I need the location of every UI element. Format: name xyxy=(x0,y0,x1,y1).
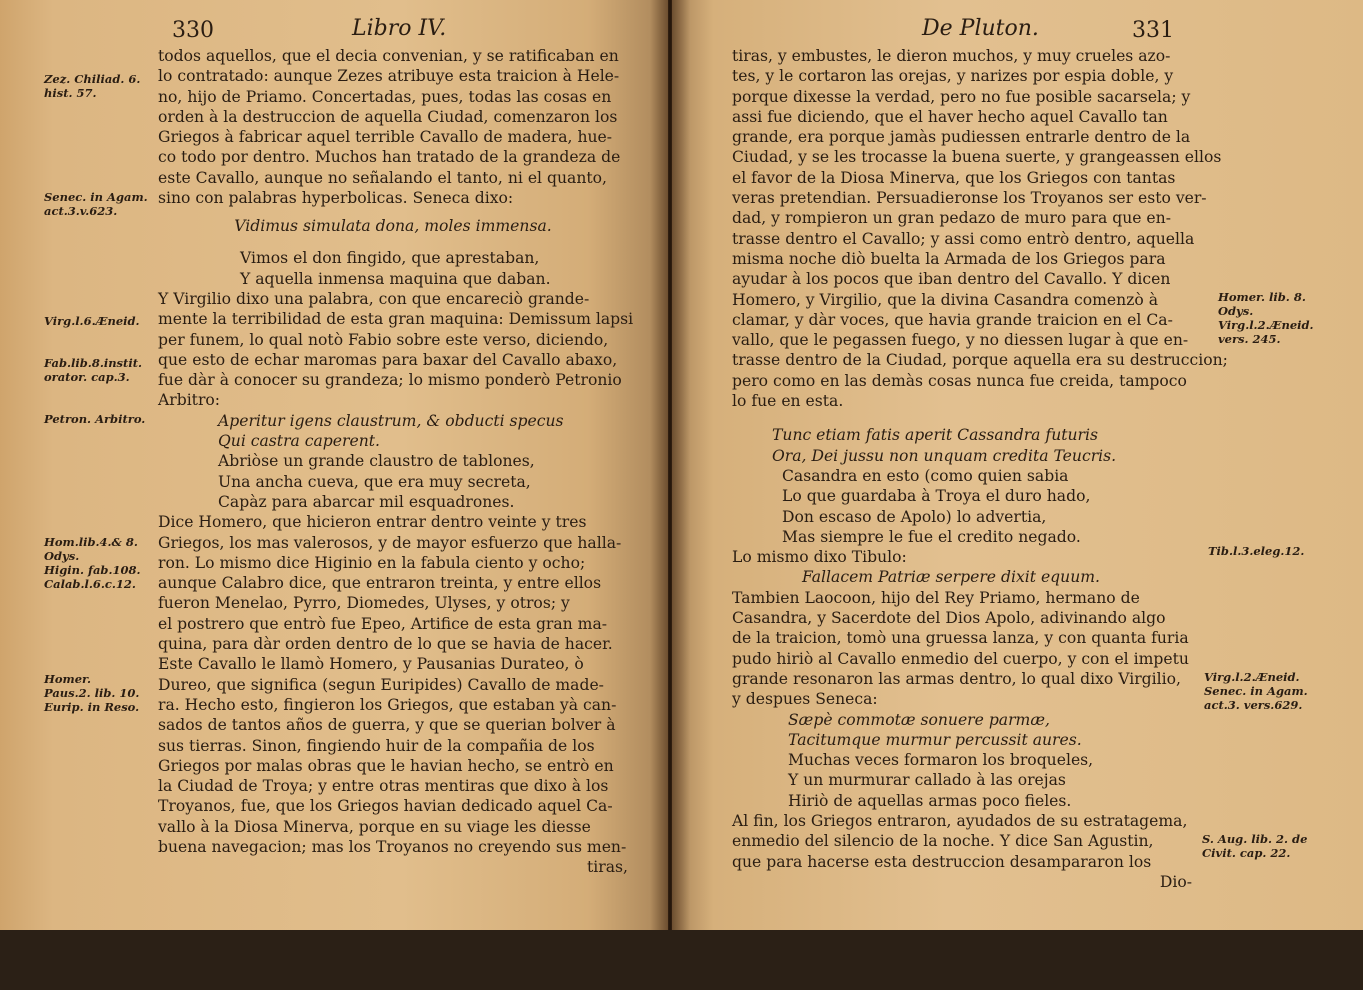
book-gutter xyxy=(650,0,690,935)
running-head: Libro IV. xyxy=(352,16,447,41)
text-line: Arbitro: xyxy=(158,391,221,410)
text-line: Virg.l.2.Æneid. xyxy=(1218,318,1314,332)
text-line: Al fin, los Griegos entraron, ayudados de su estratagema, xyxy=(732,811,1188,830)
text-line: ayudar à los pocos que iban dentro del Cavallo. Y dicen xyxy=(732,270,1171,289)
text-line: lo fue en esta. xyxy=(732,392,844,411)
text-line: Higin. fab.108. xyxy=(44,563,141,577)
text-line: Griegos por malas obras que le havian hecho, se entrò en xyxy=(158,756,614,775)
page-number: 330 xyxy=(172,18,214,43)
text-line: Civit. cap. 22. xyxy=(1202,846,1291,860)
text-line: Eurip. in Reso. xyxy=(44,700,140,714)
text-line: el postrero que entrò fue Epeo, Artifice de esta gran ma- xyxy=(158,614,608,633)
text-line: sino con palabras hyperbolicas. Seneca dixo: xyxy=(158,189,514,208)
text-line: Y aquella inmensa maquina que daban. xyxy=(240,269,551,288)
text-line: el favor de la Diosa Minerva, que los Griegos con tantas xyxy=(732,168,1176,187)
text-line: act.3. vers.629. xyxy=(1204,698,1303,712)
text-line: Griegos, los mas valerosos, y de mayor esfuerzo que halla- xyxy=(158,533,622,552)
text-line: todos aquellos, que el decia convenian, y se ratificaban en xyxy=(158,47,619,65)
text-line: de la traicion, tomò una gruessa lanza, y con quanta furia xyxy=(732,629,1189,648)
text-line: Ora, Dei jussu non unquam credita Teucris. xyxy=(772,446,1117,465)
text-line: porque dixesse la verdad, pero no fue posible sacarsela; y xyxy=(732,87,1191,106)
text-line: Odys. xyxy=(44,549,80,563)
text-line: dad, y rompieron un gran pedazo de muro para que en- xyxy=(732,209,1171,228)
margin-note xyxy=(44,535,140,591)
text-line: vallo à la Diosa Minerva, porque en su viage les diesse xyxy=(158,817,591,836)
text-line: Una ancha cueva, que era muy secreta, xyxy=(218,472,531,491)
text-line: quina, para dàr orden dentro de lo que se havia de hacer. xyxy=(158,635,613,654)
text-line: Vimos el don fingido, que aprestaban, xyxy=(240,249,540,268)
text-line: fueron Menelao, Pyrro, Diomedes, Ulyses, y otros; y xyxy=(158,594,570,613)
text-line: y despues Seneca: xyxy=(732,690,878,709)
margin-note xyxy=(1218,290,1314,346)
text-line: act.3.v.623. xyxy=(44,204,118,218)
text-line: Senec. in Agam. xyxy=(1204,684,1308,698)
text-line: grande, era porque jamàs pudiessen entrarle dentro de la xyxy=(732,128,1191,147)
text-line: trasse dentro de la Ciudad, porque aquella era su destruccion; xyxy=(732,351,1228,370)
latin-quote: Vidimus simulata dona, moles immensa. xyxy=(234,217,552,236)
text-line: Tunc etiam fatis aperit Cassandra futuris xyxy=(772,426,1098,445)
margin-note xyxy=(44,72,140,100)
text-line: Mas siempre le fue el credito negado. xyxy=(782,527,1081,546)
catchword: tiras, xyxy=(587,858,628,877)
text-line: Homer. xyxy=(44,672,92,686)
text-line: clamar, y dàr voces, que havia grande traicion en el Ca- xyxy=(732,310,1173,329)
text-line: pudo hiriò al Cavallo enmedio del cuerpo, y con el impetu xyxy=(732,649,1189,668)
text-line: vallo, que le pegassen fuego, y no diessen lugar à que en- xyxy=(732,331,1189,350)
text-line: Y un murmurar callado à las orejas xyxy=(788,771,1066,790)
text-line: hist. 57. xyxy=(44,86,97,100)
text-line: co todo por dentro. Muchos han tratado de la grandeza de xyxy=(158,148,621,167)
text-line: tiras, y embustes, le dieron muchos, y muy crueles azo- xyxy=(732,47,1171,65)
text-line: Tib.l.3.eleg.12. xyxy=(1208,544,1305,558)
text-line: fue dàr à conocer su grandeza; lo mismo ponderò Petronio xyxy=(158,371,622,390)
text-line: Virg.l.2.Æneid. xyxy=(1204,670,1300,684)
left-page-text xyxy=(158,46,634,878)
text-line: Troyanos, fue, que los Griegos havian dedicado aquel Ca- xyxy=(158,797,613,816)
text-line: Abriòse un grande claustro de tablones, xyxy=(218,452,535,471)
right-page-text xyxy=(732,46,1228,892)
text-line: ron. Lo mismo dice Higinio en la fabula ciento y ocho; xyxy=(158,553,586,572)
text-line: Casandra, y Sacerdote del Dios Apolo, adivinando algo xyxy=(732,609,1166,628)
text-line: Fab.lib.8.instit. xyxy=(44,356,143,370)
text-line: lo contratado: aunque Zezes atribuye esta traicion à Hele- xyxy=(158,67,620,86)
margin-note xyxy=(1208,544,1304,558)
text-line: la Ciudad de Troya; y entre otras mentiras que dixo à los xyxy=(158,777,609,796)
text-line: mente la terribilidad de esta gran maquina: Demissum lapsi xyxy=(158,310,634,329)
text-line: enmedio del silencio de la noche. Y dice San Agustin, xyxy=(732,832,1154,851)
text-line: ra. Hecho esto, fingieron los Griegos, que estaban yà can- xyxy=(158,695,617,714)
text-line: que para hacerse esta destruccion desampararon los xyxy=(732,852,1152,871)
text-line: Griegos à fabricar aquel terrible Cavallo de madera, hue- xyxy=(158,128,613,147)
text-line: buena navegacion; mas los Troyanos no creyendo sus men- xyxy=(158,837,627,856)
text-line: Lo mismo dixo Tibulo: xyxy=(732,548,907,567)
text-line: Casandra en esto (como quien sabia xyxy=(782,466,1069,485)
text-line: sus tierras. Sinon, fingiendo huir de la compañia de los xyxy=(158,736,595,755)
text-line: Hom.lib.4.& 8. xyxy=(44,535,138,549)
text-line: misma noche diò buelta la Armada de los Griegos para xyxy=(732,249,1166,268)
margin-note xyxy=(1204,670,1308,712)
text-line: per funem, lo qual notò Fabio sobre este verso, diciendo, xyxy=(158,330,609,349)
text-line: vers. 245. xyxy=(1218,332,1281,346)
text-line: Petron. Arbitro. xyxy=(44,412,146,426)
table-surface xyxy=(0,930,1363,990)
margin-note xyxy=(44,672,139,714)
text-line: Tacitumque murmur percussit aures. xyxy=(788,730,1082,749)
catchword: Dio- xyxy=(1159,872,1192,891)
right-page xyxy=(672,0,1363,935)
text-line: Sæpè commotæ sonuere parmæ, xyxy=(788,710,1050,729)
text-line: Capàz para abarcar mil esquadrones. xyxy=(218,492,515,511)
margin-note xyxy=(44,356,142,384)
latin-quote: Fallacem Patriæ serpere dixit equum. xyxy=(802,568,1100,587)
text-line: Dice Homero, que hicieron entrar dentro veinte y tres xyxy=(158,513,587,532)
text-line: no, hijo de Priamo. Concertadas, pues, todas las cosas en xyxy=(158,87,612,106)
text-line: aunque Calabro dice, que entraron treinta, y entre ellos xyxy=(158,574,602,593)
margin-note xyxy=(1202,832,1307,860)
text-line: orator. cap.3. xyxy=(44,370,130,384)
text-line: Homero, y Virgilio, que la divina Casandra comenzò à xyxy=(732,290,1159,309)
margin-note xyxy=(44,190,148,218)
text-line: Este Cavallo le llamò Homero, y Pausanias Durateo, ò xyxy=(158,655,584,674)
text-line: Zez. Chiliad. 6. xyxy=(44,72,141,86)
text-line: Aperitur igens claustrum, & obducti specus xyxy=(218,411,564,430)
text-line: Qui castra caperent. xyxy=(218,432,380,451)
running-head: De Pluton. xyxy=(922,16,1039,41)
margin-note xyxy=(44,412,145,426)
text-line: Paus.2. lib. 10. xyxy=(44,686,140,700)
margin-note xyxy=(44,314,140,328)
text-line: veras pretendian. Persuadieronse los Troyanos ser esto ver- xyxy=(732,189,1207,208)
text-line: grande resonaron las armas dentro, lo qual dixo Virgilio, xyxy=(732,669,1181,688)
page-number: 331 xyxy=(1132,18,1174,43)
text-line: Dureo, que significa (segun Euripides) Cavallo de made- xyxy=(158,675,604,694)
text-line: S. Aug. lib. 2. de xyxy=(1202,832,1308,846)
text-line: assi fue diciendo, que el haver hecho aquel Cavallo tan xyxy=(732,107,1168,126)
text-line: pero como en las demàs cosas nunca fue creida, tampoco xyxy=(732,371,1187,390)
text-line: Hiriò de aquellas armas poco fieles. xyxy=(788,791,1072,810)
text-line: Ciudad, y se les trocasse la buena suerte, y grangeassen ellos xyxy=(732,148,1222,167)
text-line: Y Virgilio dixo una palabra, con que encareciò grande- xyxy=(158,289,590,308)
text-line: sados de tantos años de guerra, y que se querian bolver à xyxy=(158,716,616,735)
text-line: Senec. in Agam. xyxy=(44,190,148,204)
left-page xyxy=(0,0,668,935)
text-line: Calab.l.6.c.12. xyxy=(44,577,136,591)
text-line: tes, y le cortaron las orejas, y narizes por espia doble, y xyxy=(732,67,1174,86)
text-line: Homer. lib. 8. xyxy=(1218,290,1306,304)
text-line: trasse dentro el Cavallo; y assi como entrò dentro, aquella xyxy=(732,229,1195,248)
text-line: Muchas veces formaron los broqueles, xyxy=(788,751,1094,770)
text-line: Lo que guardaba à Troya el duro hado, xyxy=(782,487,1091,506)
text-line: que esto de echar maromas para baxar del Cavallo abaxo, xyxy=(158,350,618,369)
text-line: Odys. xyxy=(1218,304,1254,318)
text-line: Virg.l.6.Æneid. xyxy=(44,314,140,328)
text-line: orden à la destruccion de aquella Ciudad, comenzaron los xyxy=(158,107,618,126)
text-line: Don escaso de Apolo) lo advertia, xyxy=(782,507,1047,526)
text-line: Tambien Laocoon, hijo del Rey Priamo, hermano de xyxy=(732,588,1140,607)
text-line: este Cavallo, aunque no señalando el tanto, ni el quanto, xyxy=(158,168,607,187)
